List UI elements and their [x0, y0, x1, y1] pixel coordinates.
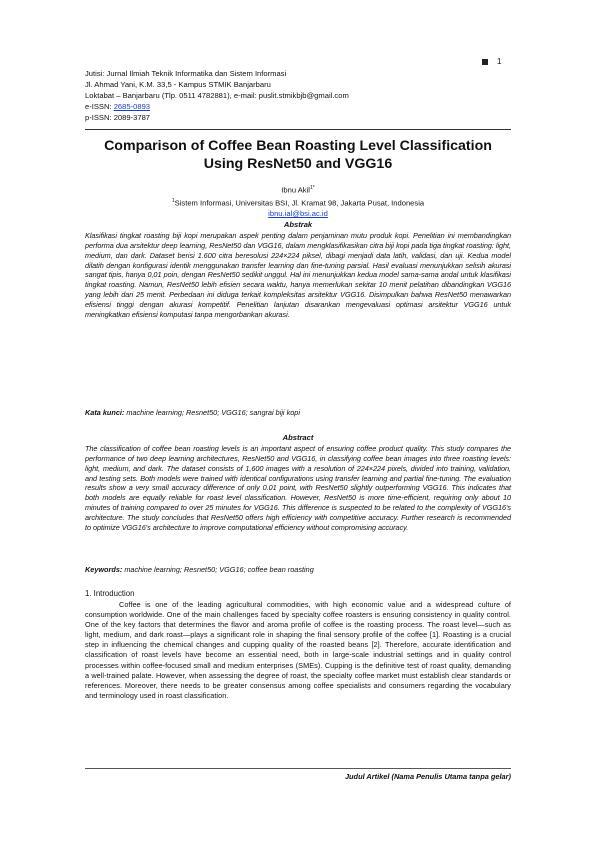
- paper-title: Comparison of Coffee Bean Roasting Level Classification Using ResNet50 and VGG16: [104, 138, 492, 172]
- kata-kunci: Kata kunci: machine learning; Resnet50; VGG16; sangrai biji kopi: [85, 408, 300, 417]
- square-bullet-icon: [482, 59, 488, 65]
- footer-divider: [85, 768, 511, 769]
- section-heading-introduction: 1. Introduction: [85, 589, 135, 598]
- journal-name: Jutisi: Jurnal Ilmiah Teknik Informatika dan Sistem Informasi: [85, 69, 287, 78]
- page-footer: Judul Artikel (Nama Penulis Utama tanpa gelar): [344, 772, 511, 781]
- page-number: 1: [482, 57, 501, 66]
- journal-eissn: e-ISSN: 2685-0893: [85, 101, 151, 111]
- author-name: Ibnu Akil$^{1*}$: [281, 185, 315, 195]
- author-block: [85, 183, 511, 220]
- header-divider: [85, 129, 511, 130]
- abstract-heading: Abstract: [282, 433, 314, 442]
- keywords: Keywords: machine learning; Resnet50; VGG16; coffee bean roasting: [85, 565, 314, 574]
- abstract-body: The classification of coffee bean roasting levels is an important aspect of ensuring coffee product quality. This study compares the performance of two deep learning architectures, ResNet50 and VGG16, in classifying coffee bean images into three roasting levels: light, medium, and dark. The dataset consists of 1,600 images with a resolution of 224×224 pixels, divided into training, validation, and testing sets. Both models were trained with identical configurations using transfer learning and partial fine-tuning. The evaluation results show a very small accuracy difference of only 0.01 point, with ResNet50 slightly outperforming VGG16. This indicates that both models are equally reliable for roast level classification. However, ResNet50 is more time-efficient, requiring only about 10 minutes of training compared to over 25 minutes for VGG16. This difference is suspected to be related to the complexity of VGG16's architecture. The study concludes that ResNet50 offers high efficiency with competitive accuracy. Further research is recommended to optimize VGG16's architecture to improve computational efficiency without compromising accuracy.: [85, 444, 511, 532]
- author-affiliation: $^1$Sistem Informasi, Universitas BSI, Jl. Kramat 98, Jakarta Pusat, Indonesia: [171, 198, 425, 208]
- journal-header: [85, 69, 505, 124]
- abstrak-heading: Abstrak: [283, 220, 313, 229]
- journal-address: Jl. Ahmad Yani, K.M. 33,5 - Kampus STMIK Banjarbaru: [85, 79, 271, 89]
- author-email-link[interactable]: ibnu.ial@bsi.ac.id: [268, 209, 328, 219]
- eissn-link[interactable]: 2685-0893: [113, 101, 151, 111]
- abstrak-body: Klasifikasi tingkat roasting biji kopi merupakan aspek penting dalam penjaminan mutu produk kopi. Penelitian ini membandingkan performa dua arsitektur deep learning, ResNet50 dan VGG16, dalam mengklasifikasikan citra biji kopi pada tiga tingkat roasting: light, medium, dan dark. Dataset berisi 1.600 citra beresolusi 224×224 piksel, dibagi menjadi data latih, validasi, dan uji. Kedua model dilatih dengan konfigurasi identik menggunakan transfer learning dan fine-tuning parsial. Hasil evaluasi menunjukkan selisih akurasi sangat tipis, hanya 0,01 poin, dengan ResNet50 sedikit unggul. Hal ini menunjukkan kedua model sama-sama andal untuk klasifikasi tingkat roasting. Namun, ResNet50 lebih efisien secara waktu, hanya memerlukan sekitar 10 menit pelatihan dibandingkan VGG16 yang lebih dari 25 menit. Perbedaan ini diduga terkait kompleksitas arsitektur VGG16. Disimpulkan bahwa ResNet50 menawarkan efisiensi tinggi dengan akurasi kompetitif. Penelitian lanjutan disarankan mengevaluasi optimasi arsitektur VGG16 untuk meningkatkan efisiensi komputasi tanpa mengorbankan akurasi.: [85, 231, 511, 319]
- introduction-body: Coffee is one of the leading agricultural commodities, with high economic value and a widespread culture of consumption worldwide. One of the main challenges faced by specialty coffee roasters is ensuring consistency in quality control. One of the key factors that determines the flavor and aroma profile of coffee is the roasting process. The roast level—such as light, medium, and dark roast—plays a significant role in shaping the final sensory profile of the coffee [1]. Roasting is a crucial step in influencing the chemical changes and cupping quality of the roasted beans [2]. Therefore, accurate identification and classification of roast levels have become an essential need, both in large-scale industrial settings and in quality control processes within coffee-focused small and medium enterprises (SMEs). Cupping is the definitive test of roast quality, demanding a well-trained palate. However, when assessing the degree of roast, the specialty coffee market must establish clear standards or references. Moreover, there needs to be greater consensus among coffee specialists and consumers regarding the vocabulary and terminology used in roast classification.: [85, 600, 511, 700]
- journal-pissn: p-ISSN: 2089-3787: [85, 112, 151, 122]
- journal-contact: Loktabat – Banjarbaru (Tlp. 0511 4782881), e-mail: puslit.stmikbjb@gmail.com: [85, 90, 349, 100]
